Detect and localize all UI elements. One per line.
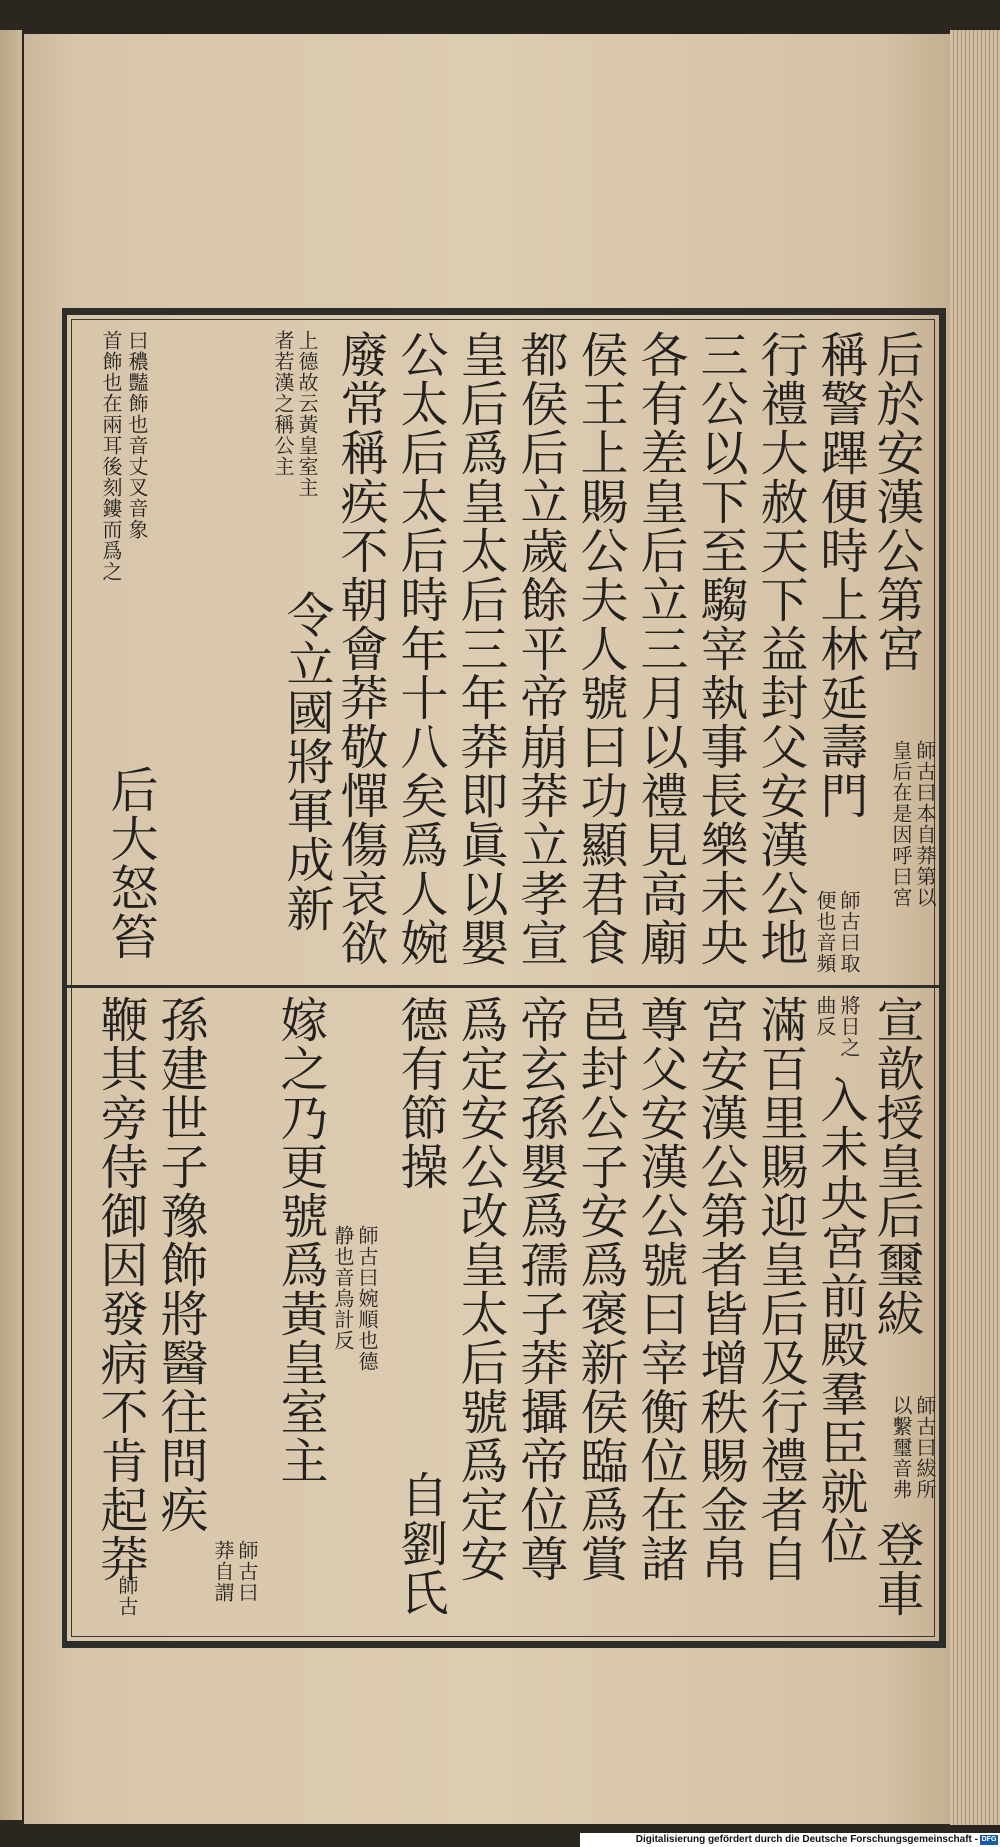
text-column: 侯王上賜公夫人號曰功顯君食 — [572, 330, 628, 967]
text-column: 都侯后立歲餘平帝崩莽立孝宣 — [512, 330, 568, 967]
digitization-credit: Digitalisierung gefördert durch die Deutsche Forschungsgemeinschaft - — [580, 1833, 1000, 1847]
text-column: 令立國將軍成新 — [278, 590, 334, 933]
annotation-column: 以繫璽音弗 — [889, 1395, 913, 1500]
dfg-logo: DFG — [981, 1836, 997, 1843]
annotation-column: 曲反 — [813, 995, 837, 1037]
text-column: 帝玄孫嬰爲孺子莽攝帝位尊 — [512, 995, 568, 1583]
text-column: 尊父安漢公號曰宰衡位在諸 — [632, 995, 688, 1583]
text-column: 廢常稱疾不朝會莽敬憚傷哀欲 — [332, 330, 388, 967]
text-column: 滿百里賜迎皇后及行禮者自 — [752, 995, 808, 1583]
text-column: 自劉氏 — [392, 1470, 448, 1617]
text-column: 公太后太后時年十八矣爲人婉 — [392, 330, 448, 967]
annotation-column: 曰穠豔飾也音丈叉音象 — [125, 330, 149, 540]
text-column: 宣歆授皇后璽紱 — [868, 995, 924, 1338]
annotation-column: 師古 — [115, 1575, 139, 1617]
text-column: 鞭其旁侍御因發病不肯起莽 — [92, 995, 148, 1583]
text-column: 德有節操 — [392, 995, 448, 1191]
annotation-column: 師古曰取 — [837, 890, 861, 974]
text-column: 登車 — [868, 1520, 924, 1618]
annotation-column: 首飾也在兩耳後刻鏤而爲之 — [99, 330, 123, 582]
text-column: 后於安漢公第宮 — [868, 330, 924, 673]
text-column: 行禮大赦天下益封父安漢公地 — [752, 330, 808, 967]
annotation-column: 皇后在是因呼曰宮 — [889, 740, 913, 908]
text-column: 入未央宮前殿羣臣就位 — [812, 1075, 868, 1565]
text-column: 宮安漢公第者皆增秩賜金帛 — [692, 995, 748, 1583]
annotation-column: 者若漢之稱公主 — [271, 330, 295, 477]
text-column: 邑封公子安爲褒新侯臨爲賞 — [572, 995, 628, 1583]
annotation-column: 師古曰婉順也德 — [355, 1225, 379, 1372]
text-column: 后大怒笞 — [102, 765, 158, 961]
text-column: 皇后爲皇太后三年莽即眞以嬰 — [452, 330, 508, 967]
text-column: 稱警蹕便時上林延壽門 — [812, 330, 868, 820]
text-column: 各有差皇后立三月以禮見高廟 — [632, 330, 688, 967]
annotation-column: 莽自謂 — [211, 1540, 235, 1603]
text-column: 孫建世子豫飾將醫往問疾 — [152, 995, 208, 1534]
annotation-column: 便也音頻 — [813, 890, 837, 974]
annotation-column: 静也音烏計反 — [331, 1225, 355, 1351]
annotation-column: 師古曰紱所 — [913, 1395, 937, 1500]
annotation-column: 師古曰 — [235, 1540, 259, 1603]
annotation-column: 將日之 — [837, 995, 861, 1058]
text-column: 爲定安公改皇太后號爲定安 — [452, 995, 508, 1583]
annotation-column: 師古曰本自莽第以 — [913, 740, 937, 908]
text-column: 嫁之乃更號爲黃皇室主 — [272, 995, 328, 1485]
annotation-column: 上德故云黃皇室主 — [295, 330, 319, 498]
text-column: 三公以下至騶宰執事長樂未央 — [692, 330, 748, 967]
